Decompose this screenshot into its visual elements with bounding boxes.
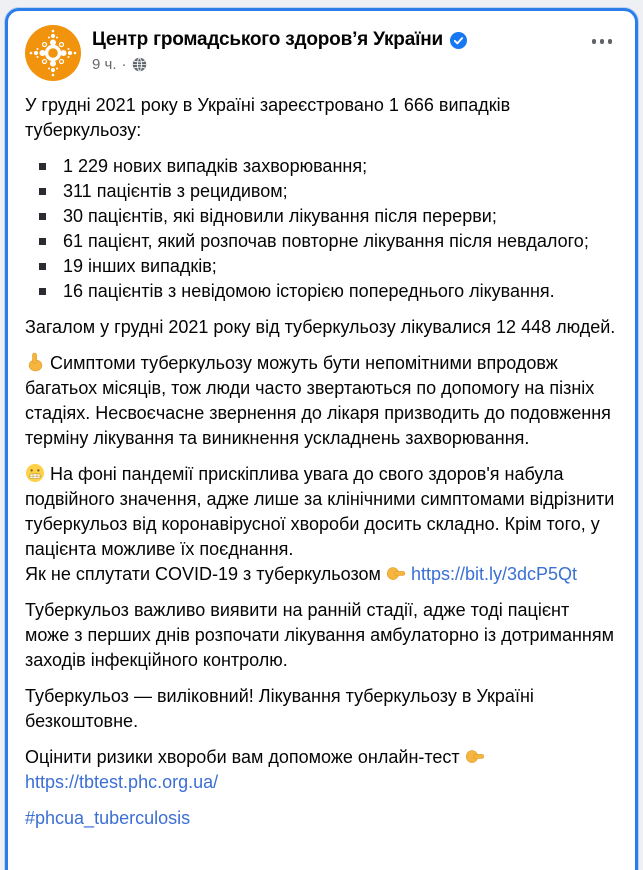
test-invite-text: Оцінити ризики хвороби вам допоможе онлайн-тест: [25, 747, 460, 767]
covid-article-link[interactable]: https://bit.ly/3dcP5Qt: [410, 564, 578, 584]
post-early-detection-paragraph: Туберкульоз важливо виявити на ранній стадії, адже тоді пацієнт може з перших днів розпочати лікування амбулаторно із дотриманням заходів інфекційного контролю.: [25, 600, 614, 670]
index-pointing-up-emoji: [25, 352, 45, 372]
post-online-test-paragraph: [25, 745, 618, 795]
post-text-body: [25, 93, 618, 831]
pointing-right-emoji: [465, 746, 485, 766]
post-bullet-list: [25, 154, 618, 304]
post-timestamp[interactable]: 9 ч.: [92, 56, 117, 73]
list-item: 16 пацієнтів з невідомою історією попереднього лікування.: [39, 279, 618, 304]
globe-privacy-icon: [132, 57, 147, 72]
ellipsis-dot: [608, 39, 613, 44]
post-intro-paragraph: У грудні 2021 року в Україні зареєстровано 1 666 випадків туберкульозу:: [25, 95, 511, 140]
pointing-right-emoji: [386, 563, 406, 583]
post-hashtag-paragraph: [25, 806, 618, 831]
verified-badge-icon: [450, 32, 467, 49]
ellipsis-dot: [592, 39, 597, 44]
post-meta: [92, 56, 467, 73]
covid-question-text: Як не сплутати COVID-19 з туберкульозом: [25, 564, 381, 584]
hashtag-link[interactable]: #phcua_tuberculosis: [25, 808, 191, 828]
post-options-button[interactable]: [586, 29, 619, 54]
paragraph-text: Симптоми туберкульозу можуть бути непомітними впродовж багатьох місяців, тож люди часто звертаються по допомогу на пізніх стадіях. Несвоєчасне звернення до лікаря призводить до подовження терміну лікування та виникнення ускладнень захворювання.: [25, 353, 611, 448]
post-header: [25, 25, 618, 81]
online-test-link[interactable]: https://tbtest.phc.org.ua/: [25, 772, 219, 792]
list-item: 1 229 нових випадків захворювання;: [39, 154, 618, 179]
ellipsis-dot: [600, 39, 605, 44]
post-total-paragraph: Загалом у грудні 2021 року від туберкульозу лікувалися 12 448 людей.: [25, 317, 616, 337]
page-name-link[interactable]: Центр громадського здоров’я України: [92, 29, 443, 50]
post-curable-paragraph: Туберкульоз — виліковний! Лікування туберкульозу в Україні безкоштовне.: [25, 686, 534, 731]
meta-separator: ·: [121, 56, 127, 73]
post-pandemic-paragraph: [25, 462, 618, 587]
list-item: 311 пацієнтів з рецидивом;: [39, 179, 618, 204]
facebook-post-card: [5, 8, 638, 870]
grimacing-face-emoji: [25, 463, 45, 483]
list-item: 30 пацієнтів, які відновили лікування після перерви;: [39, 204, 618, 229]
paragraph-text: На фоні пандемії прискіплива увага до свого здоров'я набула подвійного значення, адже лише за клінічними симптомами відрізнити туберкульоз від коронавірусної хвороби досить складно. Крім того, у пацієнта можливе їх поєднання.: [25, 464, 615, 559]
list-item: 19 інших випадків;: [39, 254, 618, 279]
post-header-text: [92, 25, 467, 73]
list-item: 61 пацієнт, який розпочав повторне лікування після невдалого;: [39, 229, 618, 254]
page-avatar[interactable]: [25, 25, 81, 81]
post-symptoms-paragraph: [25, 351, 618, 451]
